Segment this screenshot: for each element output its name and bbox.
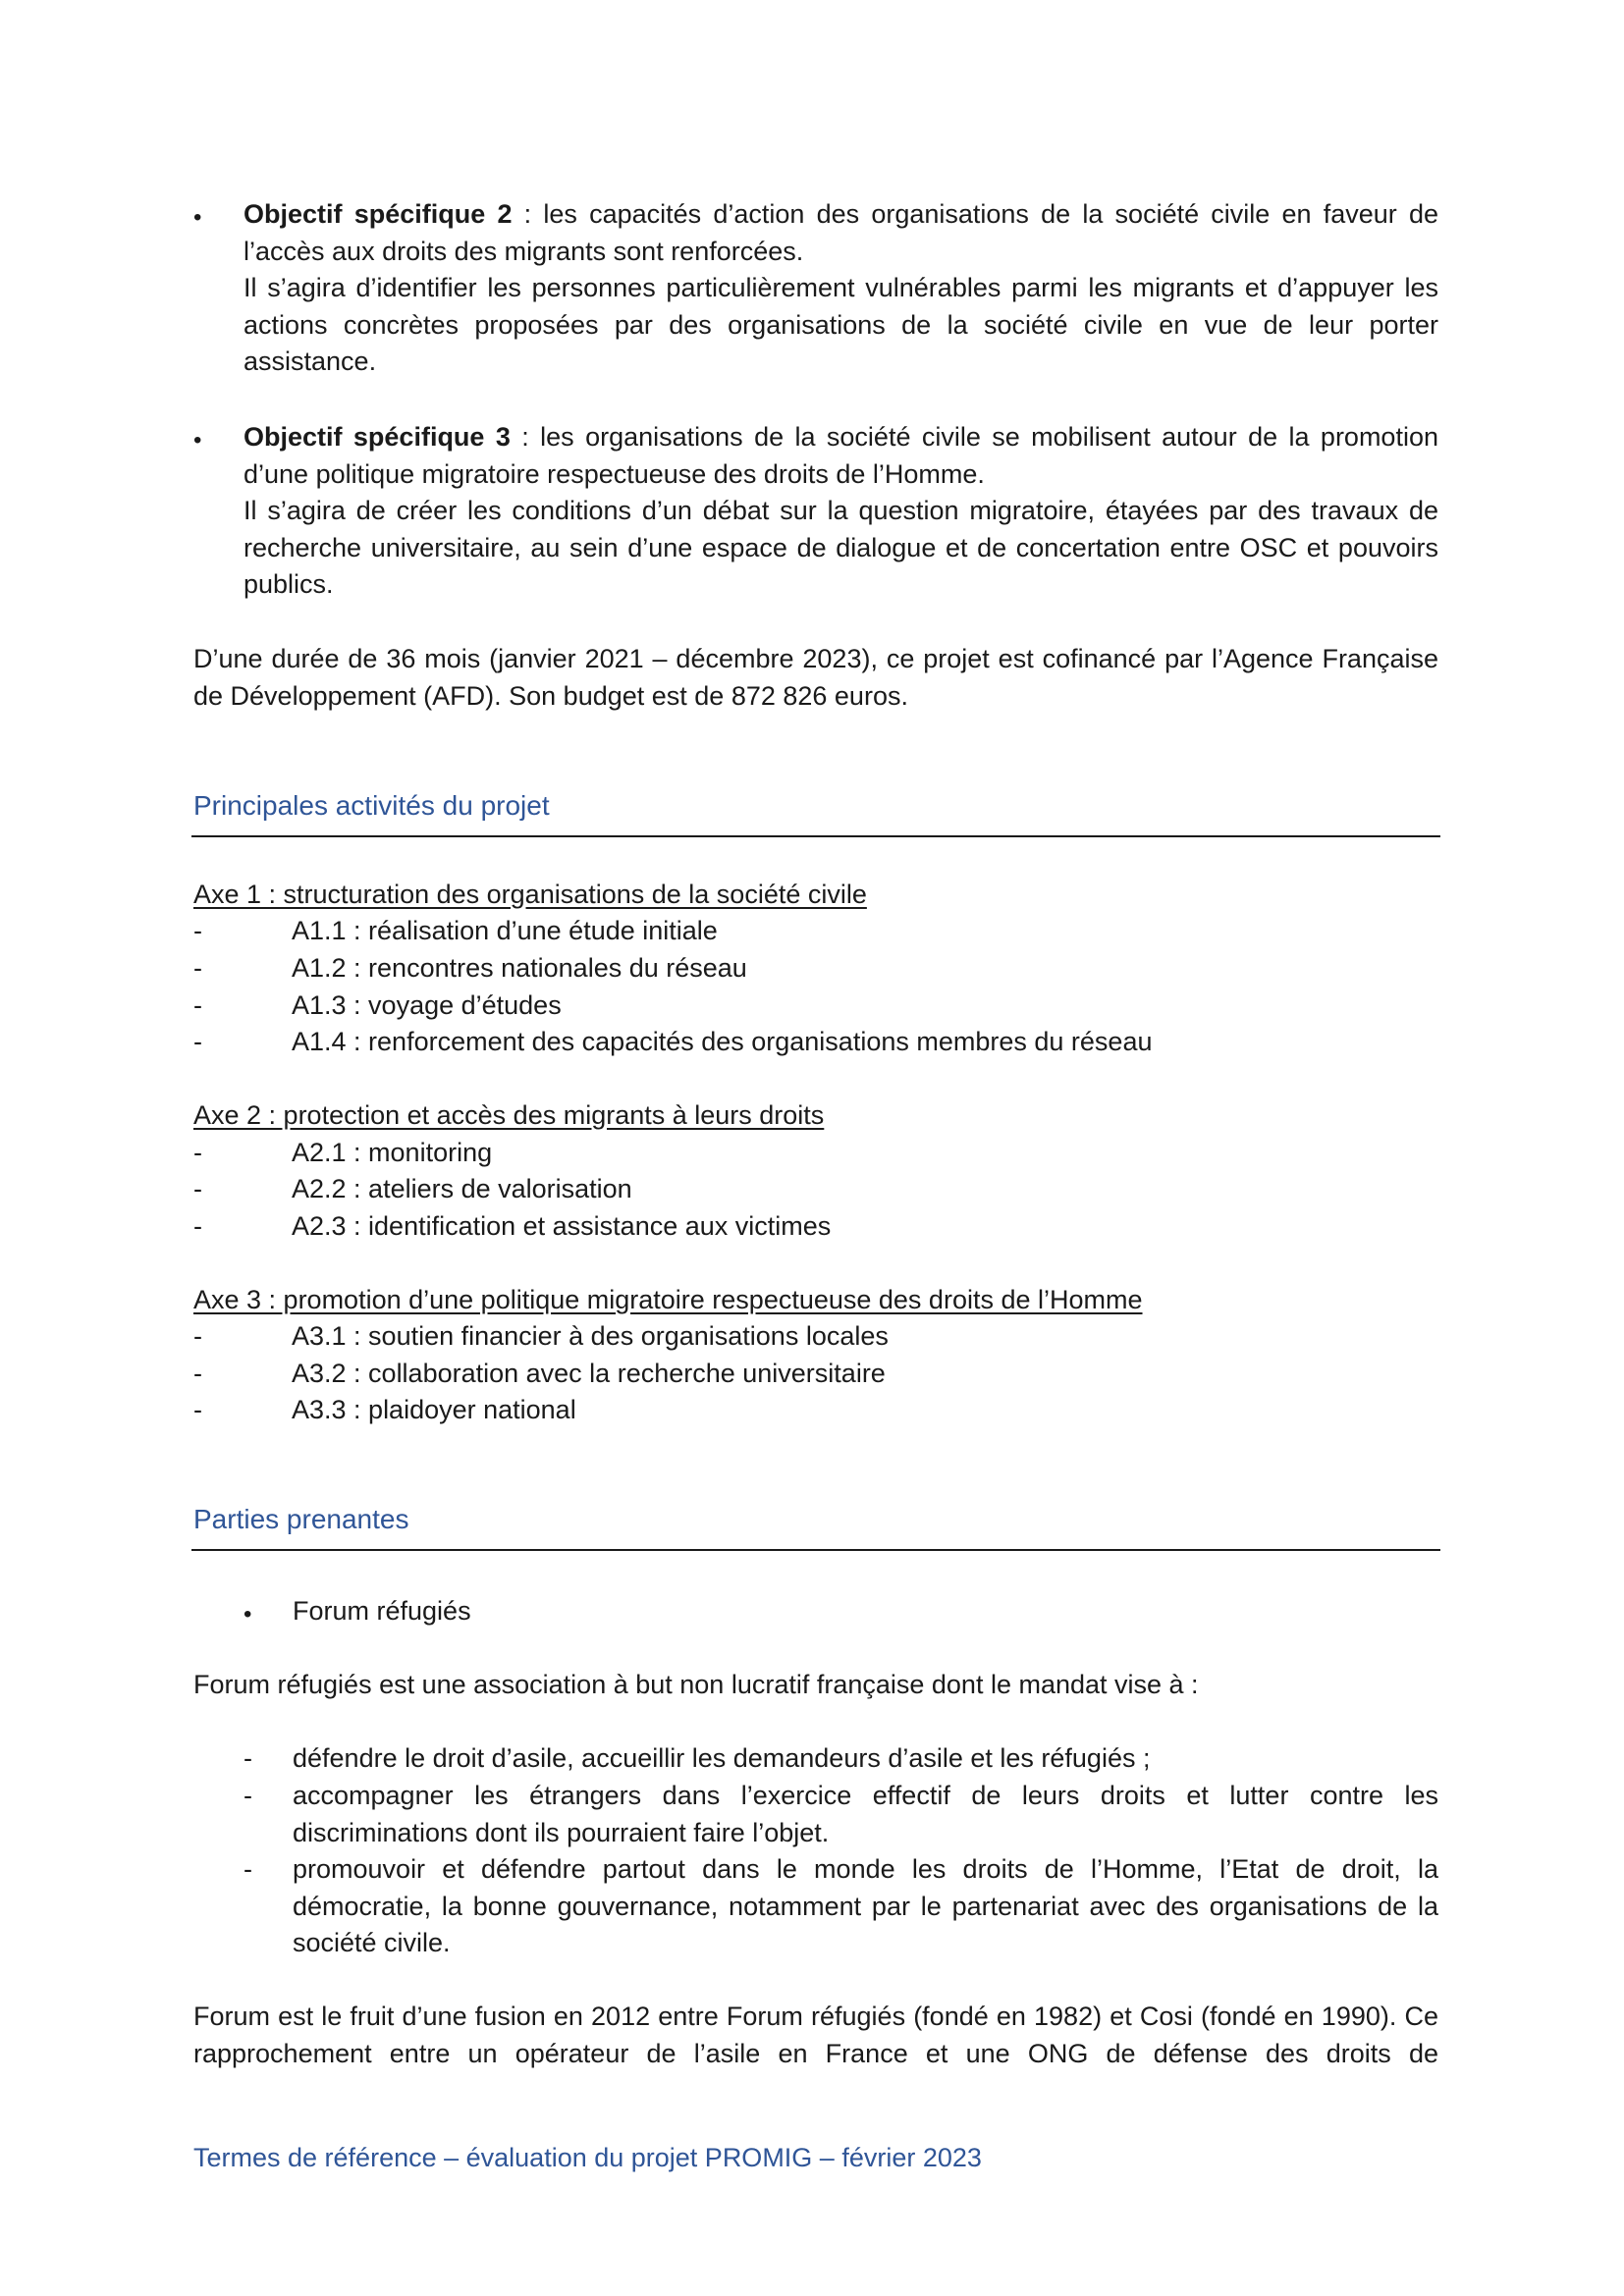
dash-mark: - bbox=[244, 1854, 252, 1884]
axe-1-title: Axe 1 : structuration des organisations de la société civile bbox=[193, 880, 867, 909]
page-footer: Termes de référence – évaluation du projet PROMIG – février 2023 bbox=[193, 2143, 982, 2172]
duration-paragraph: D’une durée de 36 mois (janvier 2021 – décembre 2023), ce projet est cofinancé par l’Agence Française de Développement (AFD). Son budget est de 872 826 euros. bbox=[193, 644, 1438, 711]
objective-detail: Il s’agira de créer les conditions d’un débat sur la question migratoire, étayées par des travaux de recherche universitaire, au sein d’une espace de dialogue et de concertation entre OSC et pouvoirs publics. bbox=[244, 496, 1438, 599]
dash-mark: - bbox=[193, 1359, 202, 1388]
section-divider bbox=[191, 1549, 1440, 1551]
bullet-mark: • bbox=[244, 1601, 252, 1628]
objective-detail: Il s’agira d’identifier les personnes particulièrement vulnérables parmi les migrants et d’appuyer les actions concrètes proposées par des organisations de la société civile en vue de leur porter assistance. bbox=[244, 273, 1438, 376]
objective-lead: : les organisations de la société civile se mobilisent autour de la promotion d’une politique migratoire respectueuse des droits de l’Homme. bbox=[244, 422, 1438, 489]
objective-2 bbox=[244, 196, 1438, 381]
dash-mark: - bbox=[244, 1743, 252, 1773]
objective-lead: : les capacités d’action des organisations de la société civile en faveur de l’accès aux droits des migrants sont renforcées. bbox=[244, 199, 1438, 266]
dash-mark: - bbox=[193, 1027, 202, 1056]
bullet-mark: • bbox=[193, 204, 202, 231]
dash-mark: - bbox=[193, 916, 202, 945]
document-page: • Objectif spécifique 2 : les capacités d’action des organisations de la société civile en faveur de l’accès aux droits des migrants sont renforcées. Il s’agira d’identifier les personnes particulièrement vulnérables parmi les migrants et d’appuyer les actions concrètes proposées par des organisations de la société civile en vue de leur porter assistance. • Objectif spécifique 3 : les organisations de la société civile se mobilisent autour de la promotion d’une politique migratoire respectueuse des droits de l’Homme. Il s’agira de créer les conditions d’un débat sur la question migratoire, étayées par des travaux de recherche universitaire, au sein d’une espace de dialogue et de concertation entre OSC et pouvoirs publics. D’une durée de 36 mois (janvier 2021 – décembre 2023), ce projet est cofinancé par l’Agence Française de Développement (AFD). Son budget est de 872 826 euros. Principales activités du projet Axe 1 : structuration des organisations de la société civile - A1.1 : réalisation d’une étude initiale - A1.2 : rencontres nationales du réseau - A1.3 : voyage d’études - A1.4 : renforcement des capacités des organisations membres du réseau Axe 2 : protection et accès des migrants à leurs droits - A2.1 : monitoring - A2.2 : ateliers de valorisation - A2.3 : identification et assistance aux victimes Axe 3 : promotion d’une politique migratoire respectueuse des droits de l’Homme - A3.1 : soutien financier à des organisations locales - A3.2 : collaboration avec la recherche universitaire - A3.3 : plaidoyer national Parties prenantes • Forum réfugiés Forum réfugiés est une association à but non lucratif française dont le mandat vise à : - défendre le droit d’asile, accueillir les demandeurs d’asile et les réfugiés ; - accompagner les étrangers dans l’exercice effectif de leurs droits et lutter contre les discriminations dont ils pourraient faire l’objet. - promouvoir et défendre partout dans le monde les droits de l’Homme, l’Etat de droit, la démocratie, la bonne gouvernance, notamment par le partenariat avec des organisations de la société civile. Forum est le fruit d’une fusion en 2012 entre Forum réfugiés (fondé en 1982) et Cosi (fondé en 1990). Ce rapprochement entre un opérateur de l’asile en France et une ONG de défense des droits de Termes de référence – évaluation du projet PROMIG – février 2023 bbox=[0, 0, 1624, 2296]
bullet-mark: • bbox=[193, 427, 202, 454]
dash-mark: - bbox=[193, 1138, 202, 1167]
dash-mark: - bbox=[193, 990, 202, 1020]
dash-mark: - bbox=[193, 1321, 202, 1351]
stakeholder-intro: Forum réfugiés est une association à but non lucratif française dont le mandat vise à : bbox=[193, 1670, 1199, 1699]
dash-mark: - bbox=[193, 1395, 202, 1424]
dash-mark: - bbox=[193, 1174, 202, 1203]
stakeholder-name: Forum réfugiés bbox=[293, 1596, 471, 1626]
stakeholder-closing: Forum est le fruit d’une fusion en 2012 entre Forum réfugiés (fondé en 1982) et Cosi (fondé en 1990). Ce rapprochement entre un opérateur de l’asile en France et une ONG de défense des droits de bbox=[193, 2002, 1438, 2068]
objective-label: Objectif spécifique 3 bbox=[244, 422, 511, 452]
axe-3-title: Axe 3 : promotion d’une politique migratoire respectueuse des droits de l’Homme bbox=[193, 1285, 1143, 1314]
objective-label: Objectif spécifique 2 bbox=[244, 199, 513, 229]
objective-3 bbox=[244, 419, 1438, 604]
section-divider bbox=[191, 835, 1440, 837]
section-heading-stakeholders: Parties prenantes bbox=[193, 1504, 409, 1534]
dash-mark: - bbox=[193, 1211, 202, 1241]
section-heading-activities: Principales activités du projet bbox=[193, 790, 550, 821]
dash-mark: - bbox=[193, 953, 202, 983]
axe-2-title: Axe 2 : protection et accès des migrants à leurs droits bbox=[193, 1100, 825, 1130]
dash-mark: - bbox=[244, 1781, 252, 1810]
